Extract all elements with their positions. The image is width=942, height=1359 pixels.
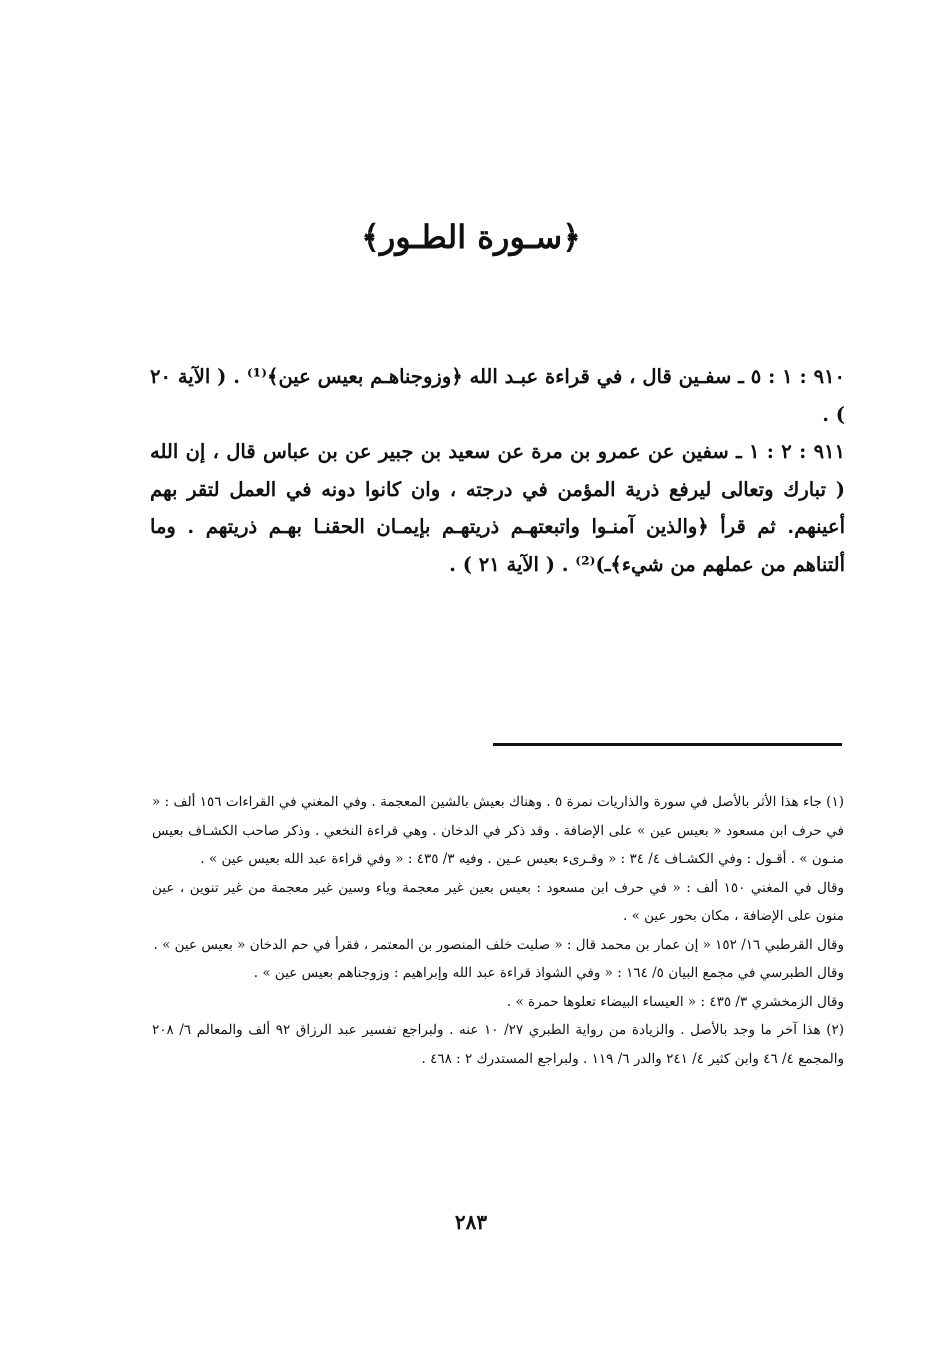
- footnote-divider: [493, 743, 842, 746]
- footnote-1-zamakhshari: وقال الزمخشري ٣/ ٤٣٥ : « العيساء البيضاء تعلوها حمرة » .: [506, 993, 844, 1010]
- footnote-1: (١) جاء هذا الأثر بالأصل في سورة والذاريات نمرة ٥ . وهناك بعيش بالشين المعجمة . وفي المغني في القراءات ١٥٦ ألف : « في حرف ابن مسعود « بعيس عين » على الإضافة . وقد ذكر في الدخان . وهي قراءة النخعي . وذكر صاحب الكشـاف بعيس منـون » . أقـول : وفي الكشـاف ٤/ ٣٤ : « وقـرىء بعيس عـين . وفيه ٣/ ٤٣٥ : « وفي قراءة عبد الله بعيس عين » .: [152, 794, 844, 867]
- footnote-1-tabarsi: وقال الطبرسي في مجمع البيان ٥/ ١٦٤ : « وفي الشواذ قراءة عبد الله وإبراهيم : وزوجناهم بعيس عين » .: [253, 965, 844, 981]
- footnote-1-qurtubi: وقال القرطبي ١٦/ ١٥٢ « إن عمار بن محمد قال : « صليت خلف المنصور بن المعتمر ، فقرأ في حم الدخان « بعيس عين » .: [153, 936, 844, 953]
- footnote-2: (٢) هذا آخر ما وجد بالأصل . والزيادة من رواية الطبري ٢٧/ ١٠ عنه . ولبراجع تفسير عبد الرزاق ٩٢ ألف والمعالم ٦/ ٢٠٨ والمجمع ٤/ ٤٦ وابن كثير ٤/ ٢٤١ والدر ٦/ ١١٩ . ولبراجع المستدرك ٢ : ٤٦٨ .: [152, 1022, 845, 1067]
- hadith-911: ٩١١ : ٢ : ١ ـ سفين عن عمرو بن مرة عن سعيد بن جبير عن بن عباس قال ، إن الله ( تبارك وتعالى ليرفع ذرية المؤمن في درجته ، وان كانوا دونه في العمل لتقر بهم أعينهم. ثم قرأ ﴿والذين آمنـوا واتبعتهـم ذريتهـم بإيمـان الحقنـا بهـم ذريتهم . وما ألتناهم من عملهم من شيء﴾ـ)⁽²⁾ . ( الآية ٢١ ) .: [150, 440, 845, 576]
- footnotes: [152, 788, 844, 1073]
- main-text: [150, 358, 845, 583]
- footnote-1-mughni: وقال في المغني ١٥٠ ألف : « في حرف ابن مسعود : بعيس بعين غير معجمة وياء وسين غير معجمة من غير تنوين ، عين منون على الإضافة ، مكان بحور عين » .: [152, 879, 844, 924]
- hadith-910: ٩١٠ : ١ : ٥ ـ سفـين قال ، في قراءة عبـد الله ﴿وزوجناهـم بعيس عين﴾⁽¹⁾ . ( الآية ٢٠ ) .: [150, 365, 845, 426]
- page-number: ٢٨٣: [454, 1210, 488, 1234]
- page-title: ﴿سـورة الطـور﴾: [361, 218, 581, 256]
